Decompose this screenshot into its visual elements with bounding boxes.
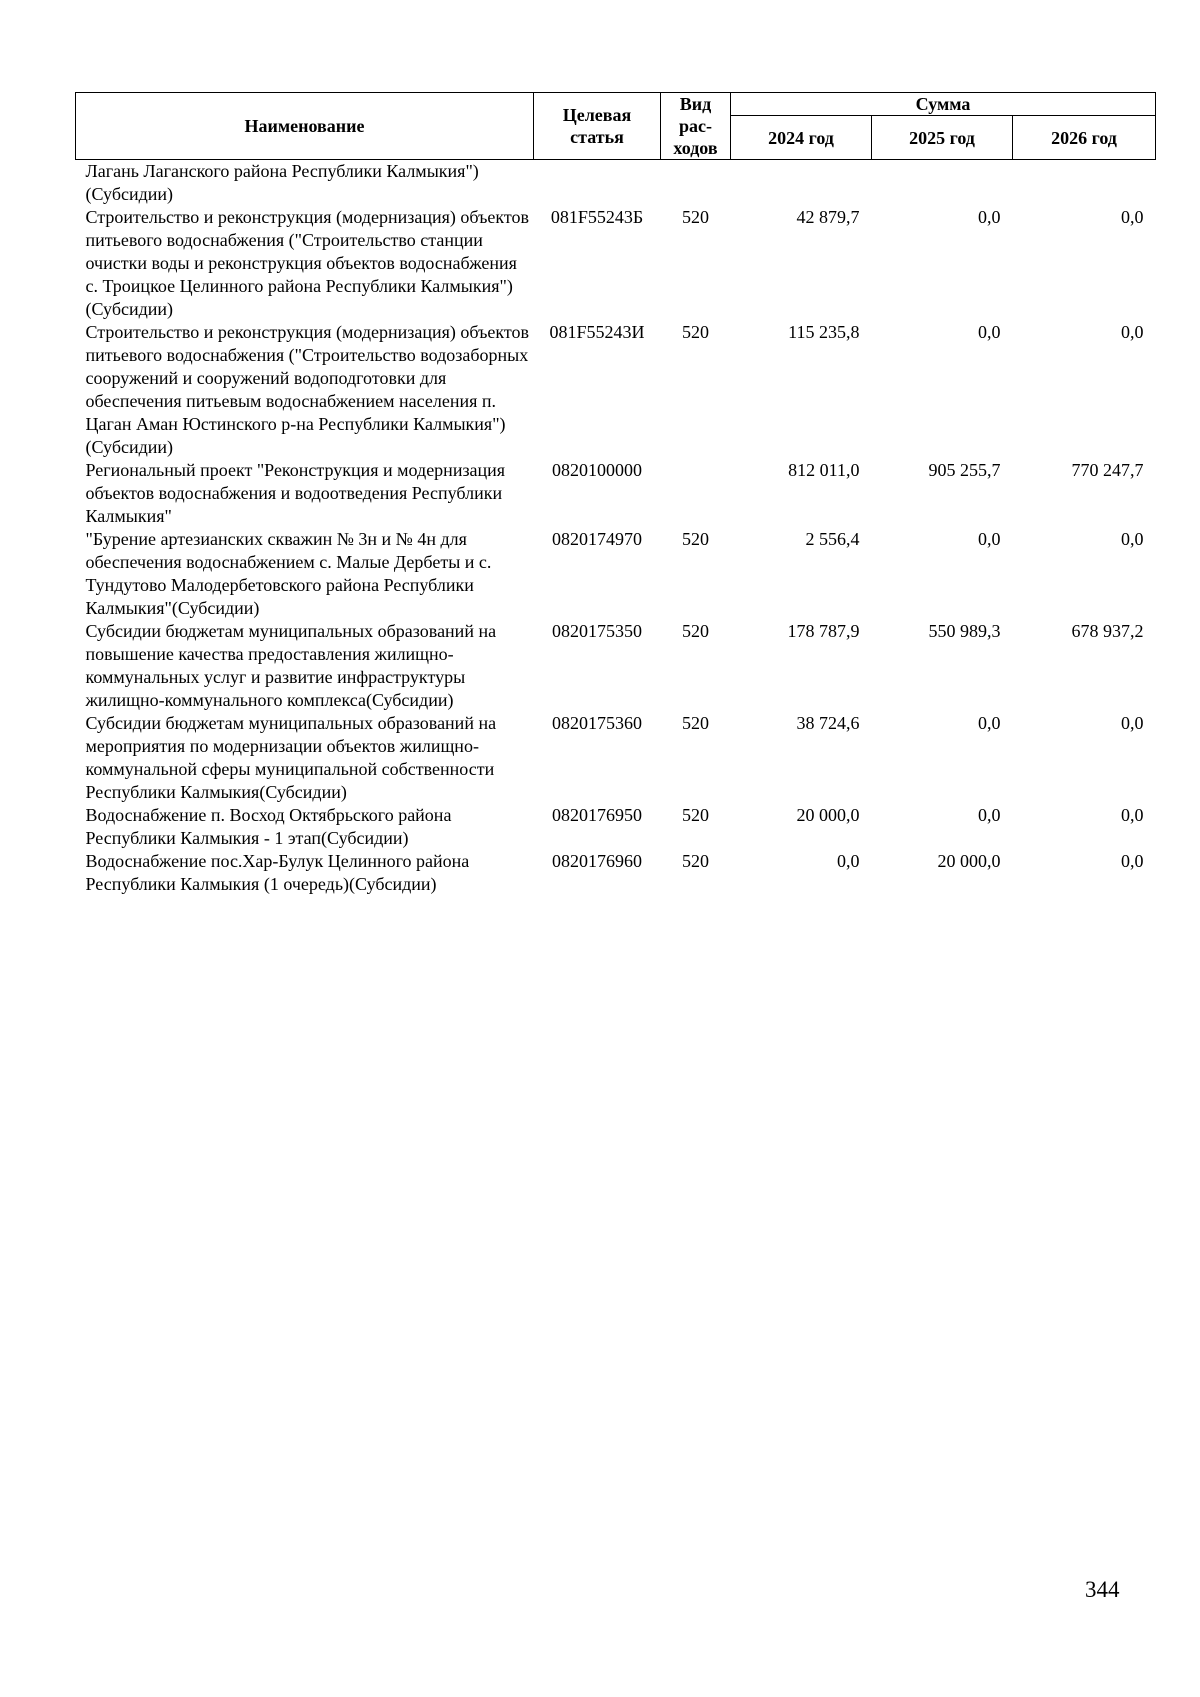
row-sum-2026: 0,0: [1121, 207, 1144, 227]
header-code: Целевая статья: [534, 93, 661, 160]
row-name: Субсидии бюджетам муниципальных образований на повышение качества предоставления жилищно-коммунальных услуг и развитие инфраструктуры жилищно-коммунального комплекса(Субсидии): [85, 621, 497, 710]
row-name: Водоснабжение пос.Хар-Булук Целинного района Республики Калмыкия (1 очередь)(Субсидии): [85, 851, 470, 894]
row-code: 0820174970: [552, 529, 642, 549]
header-sum: Сумма: [731, 93, 1156, 116]
row-vid: 520: [682, 621, 709, 641]
document-page: [75, 92, 1155, 896]
row-code: 0820176950: [552, 805, 642, 825]
row-name: Субсидии бюджетам муниципальных образований на мероприятия по модернизации объектов жилищно-коммунальной сферы муниципальной собственности Республики Калмыкия(Субсидии): [85, 713, 497, 802]
row-sum-2026: 678 937,2: [1071, 621, 1144, 641]
budget-table: [75, 92, 1156, 896]
table-row: [76, 206, 1156, 321]
header-year-2024: 2024 год: [731, 116, 872, 160]
row-code: 0820100000: [552, 460, 642, 480]
row-code: [534, 160, 661, 207]
table-row: [76, 459, 1156, 528]
row-sum-2024: 20 000,0: [796, 805, 860, 825]
header-year-2025: 2025 год: [872, 116, 1013, 160]
row-sum-2026: [1013, 160, 1156, 207]
row-sum-2024: 812 011,0: [788, 460, 860, 480]
row-code: 0820175350: [552, 621, 642, 641]
row-sum-2024: 178 787,9: [787, 621, 860, 641]
header-year-2026: 2026 год: [1013, 116, 1156, 160]
row-name: Водоснабжение п. Восход Октябрьского района Республики Калмыкия - 1 этап(Субсидии): [85, 805, 452, 848]
table-row: [76, 160, 1156, 207]
row-sum-2025: 0,0: [978, 207, 1001, 227]
row-sum-2026: 770 247,7: [1071, 460, 1144, 480]
row-sum-2025: 905 255,7: [928, 460, 1001, 480]
row-name: Строительство и реконструкция (модернизация) объектов питьевого водоснабжения ("Строительство водозаборных сооружений и сооружений водоподготовки для обеспечения питьевым водоснабжением населения п. Цаган Аман Юстинского р-на Республики Калмыкия")(Субсидии): [85, 322, 530, 457]
page-number: 344: [1085, 1577, 1120, 1602]
table-row: [76, 850, 1156, 896]
row-sum-2026: 0,0: [1121, 322, 1144, 342]
row-code: 081F55243Б: [550, 207, 644, 227]
row-sum-2026: 0,0: [1121, 805, 1144, 825]
row-sum-2026: 0,0: [1121, 851, 1144, 871]
header-name: Наименование: [76, 93, 534, 160]
row-sum-2025: 20 000,0: [937, 851, 1001, 871]
row-sum-2025: 550 989,3: [928, 621, 1001, 641]
row-sum-2024: [731, 160, 872, 207]
table-header: [76, 93, 1156, 160]
table-row: [76, 712, 1156, 804]
row-sum-2026: 0,0: [1121, 529, 1144, 549]
row-code: 081F55243И: [549, 322, 645, 342]
row-sum-2026: 0,0: [1121, 713, 1144, 733]
table-row: [76, 321, 1156, 459]
table-row: [76, 620, 1156, 712]
row-name: "Бурение артезианских скважин № 3н и № 4н для обеспечения водоснабжением с. Малые Дербеты и с. Тундутово Малодербетовского района Республики Калмыкия"(Субсидии): [85, 529, 492, 618]
row-vid: [661, 459, 731, 528]
row-vid: 520: [682, 207, 709, 227]
row-vid: 520: [682, 713, 709, 733]
row-sum-2025: 0,0: [978, 322, 1001, 342]
row-vid: 520: [682, 851, 709, 871]
row-name: Строительство и реконструкция (модернизация) объектов питьевого водоснабжения ("Строительство станции очистки воды и реконструкция объектов водоснабжения с. Троицкое Целинного района Республики Калмыкия")(Субсидии): [85, 207, 530, 319]
row-name: Лагань Лаганского района Республики Калмыкия")(Субсидии): [85, 161, 479, 204]
table-row: [76, 528, 1156, 620]
row-vid: [661, 160, 731, 207]
row-name: Региональный проект "Реконструкция и модернизация объектов водоснабжения и водоотведения Республики Калмыкия": [85, 460, 506, 526]
row-sum-2025: [872, 160, 1013, 207]
row-vid: 520: [682, 529, 709, 549]
row-vid: 520: [682, 805, 709, 825]
row-sum-2025: 0,0: [978, 805, 1001, 825]
row-sum-2024: 2 556,4: [805, 529, 860, 549]
row-sum-2024: 42 879,7: [796, 207, 860, 227]
row-sum-2024: 0,0: [837, 851, 860, 871]
row-sum-2024: 115 235,8: [788, 322, 860, 342]
header-vid: Вид рас-ходов: [661, 93, 731, 160]
table-row: [76, 804, 1156, 850]
table-body: [76, 160, 1156, 897]
row-code: 0820175360: [552, 713, 642, 733]
row-vid: 520: [682, 322, 709, 342]
row-code: 0820176960: [552, 851, 642, 871]
row-sum-2024: 38 724,6: [796, 713, 860, 733]
row-sum-2025: 0,0: [978, 713, 1001, 733]
row-sum-2025: 0,0: [978, 529, 1001, 549]
